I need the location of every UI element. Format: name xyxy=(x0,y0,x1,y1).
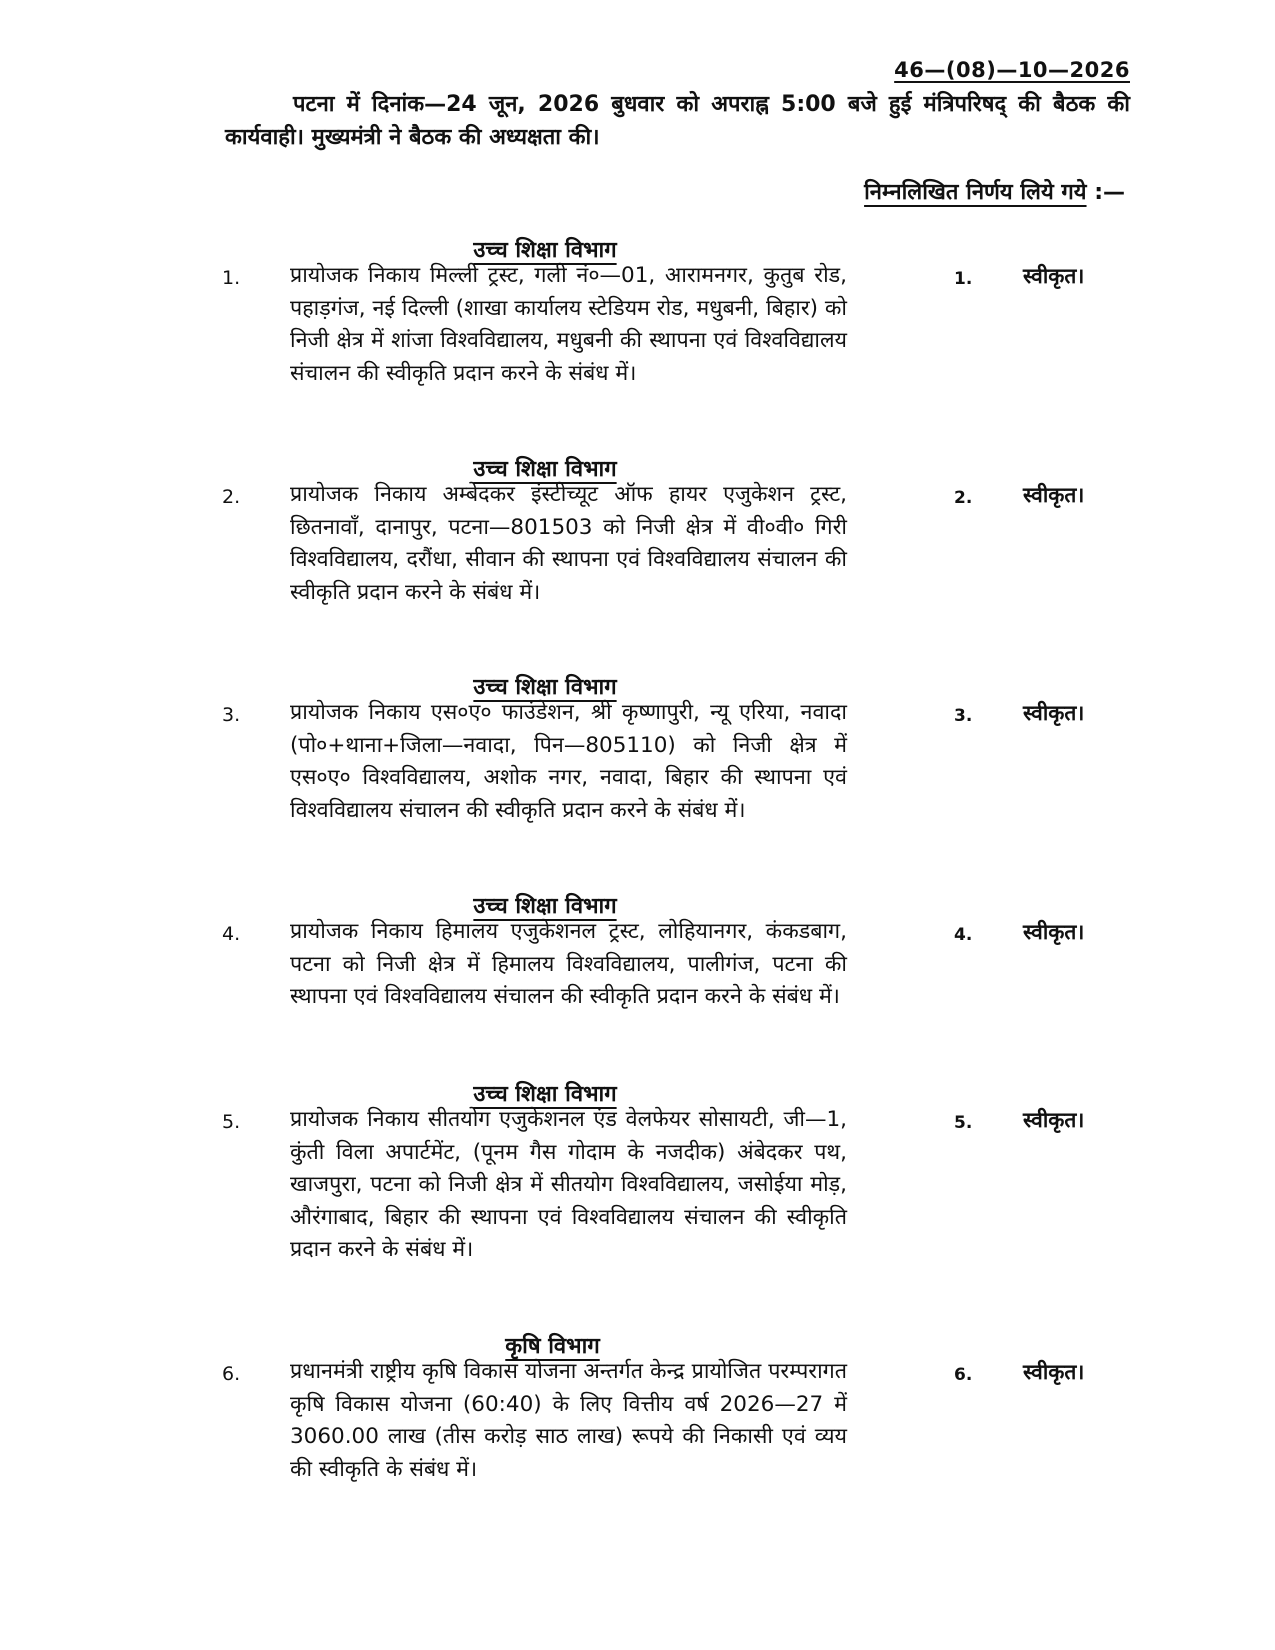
item-text: प्रायोजक निकाय एस०ए० फाउंडेशन, श्री कृष्णापुरी, न्यू एरिया, नवादा (पो०+थाना+जिला—नवादा, पिन—805110) को निजी क्षेत्र में एस०ए० विश्वविद्यालय, अशोक नगर, नवादा, बिहार की स्थापना एवं विश्वविद्यालय संचालन की स्वीकृति प्रदान करने के संबंध में। xyxy=(290,700,847,823)
meeting-intro-text: पटना में दिनांक—24 जून, 2026 बुधवार को अपराह्न 5:00 बजे हुई मंत्रिपरिषद् की बैठक की कार्यवाही। मुख्यमंत्री ने बैठक की अध्यक्षता की। xyxy=(225,92,1130,150)
result-status: स्वीकृत। xyxy=(1023,701,1085,725)
result-status: स्वीकृत। xyxy=(1023,264,1085,288)
item-number: 6. xyxy=(222,1363,241,1385)
decisions-heading-text: निम्नलिखित निर्णय लिये गये xyxy=(864,180,1087,205)
result-number: 3. xyxy=(954,706,973,726)
result-number: 2. xyxy=(954,488,973,508)
item-number: 3. xyxy=(222,704,241,726)
item-text: प्रायोजक निकाय मिल्ली ट्रस्ट, गली नं०—01, आरामनगर, कुतुब रोड, पहाड़गंज, नई दिल्ली (शाखा कार्यालय स्टेडियम रोड, मधुबनी, बिहार) को निजी क्षेत्र में शांजा विश्वविद्यालय, मधुबनी की स्थापना एवं विश्वविद्यालय संचालन की स्वीकृति प्रदान करने के संबंध में। xyxy=(290,263,847,386)
item-number: 4. xyxy=(222,923,241,945)
document-number: 46—(08)—10—2026 xyxy=(894,58,1130,82)
result-number: 1. xyxy=(954,269,973,289)
department-heading: उच्च शिक्षा विभाग xyxy=(473,1082,617,1107)
item-text: प्रधानमंत्री राष्ट्रीय कृषि विकास योजना अन्तर्गत केन्द्र प्रायोजित परम्परागत कृषि विकास योजना (60:40) के लिए वित्तीय वर्ष 2026—27 में 3060.00 लाख (तीस करोड़ साठ लाख) रूपये की निकासी एवं व्यय की स्वीकृति के संबंध में। xyxy=(290,1359,847,1482)
result-number: 5. xyxy=(954,1113,973,1133)
result-status: स्वीकृत। xyxy=(1023,1108,1085,1132)
item-number: 5. xyxy=(222,1111,241,1133)
result-number: 6. xyxy=(954,1365,973,1385)
department-heading: उच्च शिक्षा विभाग xyxy=(473,894,617,919)
decisions-heading xyxy=(864,176,1125,206)
result-status: स्वीकृत। xyxy=(1023,920,1085,944)
department-heading: कृषि विभाग xyxy=(505,1334,600,1359)
item-text: प्रायोजक निकाय अम्बेदकर इंस्टीच्यूट ऑफ हायर एजुकेशन ट्रस्ट, छितनावाँ, दानापुर, पटना—801503 को निजी क्षेत्र में वी०वी० गिरी विश्वविद्यालय, दरौंधा, सीवान की स्थापना एवं विश्वविद्यालय संचालन की स्वीकृति प्रदान करने के संबंध में। xyxy=(290,482,847,605)
item-text: प्रायोजक निकाय सीतयोग एजुकेशनल एंड वेलफेयर सोसायटी, जी—1, कुंती विला अपार्टमेंट, (पूनम गैस गोदाम के नजदीक) अंबेदकर पथ, खाजपुरा, पटना को निजी क्षेत्र में सीतयोग विश्वविद्यालय, जसोईया मोड़, औरंगाबाद, बिहार की स्थापना एवं विश्वविद्यालय संचालन की स्वीकृति प्रदान करने के संबंध में। xyxy=(290,1107,847,1262)
department-heading: उच्च शिक्षा विभाग xyxy=(473,238,617,263)
result-status: स्वीकृत। xyxy=(1023,1360,1085,1384)
department-heading: उच्च शिक्षा विभाग xyxy=(473,675,617,700)
item-number: 2. xyxy=(222,486,241,508)
department-heading: उच्च शिक्षा विभाग xyxy=(473,457,617,482)
decisions-heading-suffix: :— xyxy=(1086,180,1125,205)
item-text: प्रायोजक निकाय हिमालय एजुकेशनल ट्रस्ट, लोहियानगर, कंकडबाग, पटना को निजी क्षेत्र में हिमालय विश्वविद्यालय, पालीगंज, पटना की स्थापना एवं विश्वविद्यालय संचालन की स्वीकृति प्रदान करने के संबंध में। xyxy=(290,919,847,1009)
result-number: 4. xyxy=(954,925,973,945)
result-status: स्वीकृत। xyxy=(1023,483,1085,507)
meeting-intro xyxy=(225,88,1130,154)
item-number: 1. xyxy=(222,267,241,289)
